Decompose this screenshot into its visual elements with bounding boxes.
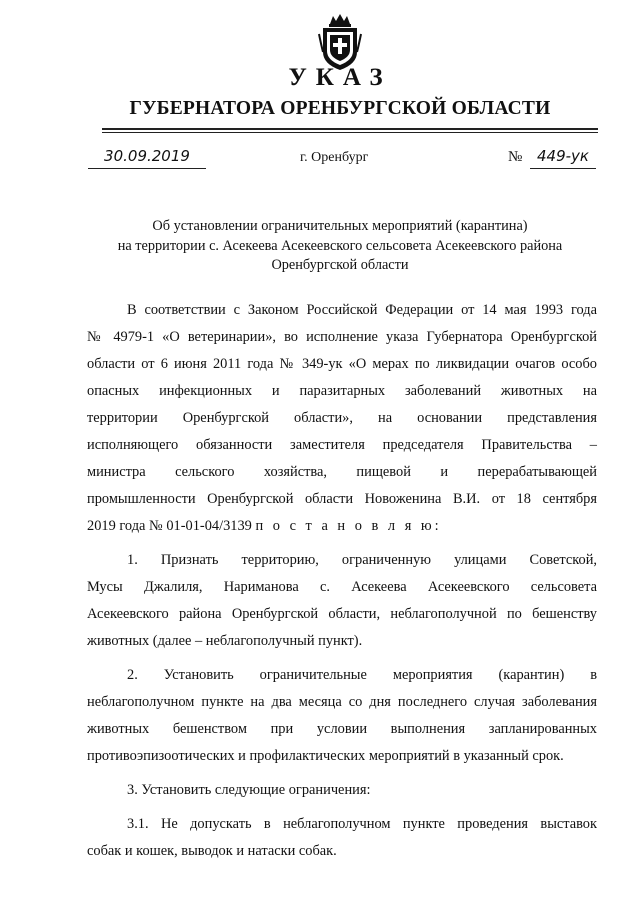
item1-line: животных (далее – неблагополучный пункт).	[87, 633, 363, 649]
decree-heading	[80, 217, 600, 276]
preamble-line: № 4979-1 «О ветеринарии», во исполнение указа Губернатора Оренбургской	[87, 329, 597, 345]
header-rule-thin	[102, 132, 598, 133]
preamble-line: министра сельского хозяйства, пищевой и перерабатывающей	[87, 464, 597, 480]
item2-line: неблагополучном пункте на два месяца со дня последнего случая заболевания	[87, 694, 597, 710]
heading-line: Оренбургской области	[271, 257, 409, 273]
number-label: №	[508, 149, 523, 165]
decree-date: 30.09.2019	[88, 146, 206, 169]
heading-line: на территории с. Асекеева Асекеевского сельсовета Асекеевского района	[117, 237, 563, 254]
item2-line: 2. Установить ограничительные мероприятия (карантин) в	[127, 667, 597, 683]
preamble-line: промышленности Оренбургской области Новоженина В.И. от 18 сентября	[87, 491, 597, 507]
item31-line: 3.1. Не допускать в неблагополучном пункте проведения выставок	[127, 816, 597, 832]
preamble-last-line	[87, 513, 597, 540]
item1-line: 1. Признать территорию, ограниченную улицами Советской,	[127, 552, 597, 568]
header-rule-thick	[102, 128, 598, 130]
item1-line: Мусы Джалиля, Нариманова с. Асекеева Асекеевского сельсовета	[87, 579, 597, 595]
document-subtitle: ГУБЕРНАТОРА ОРЕНБУРГСКОЙ ОБЛАСТИ	[129, 98, 551, 119]
preamble-line: исполняющего обязанности заместителя председателя Правительства –	[87, 437, 597, 453]
item31-line: собак и кошек, выводок и натаски собак.	[87, 843, 337, 859]
item1-line: Асекеевского района Оренбургской области, неблагополучной по бешенству	[87, 606, 597, 622]
decree-number: 449-ук	[530, 146, 596, 169]
preamble-line: опасных инфекционных и паразитарных заболеваний животных на	[87, 383, 597, 399]
heading-line: Об установлении ограничительных мероприятий (карантина)	[152, 218, 528, 234]
preamble-line: 2019 года № 01-01-04/3139	[87, 518, 252, 534]
decree-city: г. Оренбург	[300, 150, 369, 165]
document-title: УКАЗ	[288, 64, 392, 91]
decree-body	[87, 297, 597, 865]
item3-line: 3. Установить следующие ограничения:	[127, 782, 371, 798]
preamble-line: территории Оренбургской области», на основании представления	[87, 410, 597, 426]
item2-line: животных бешенством при условии выполнения запланированных	[87, 721, 597, 737]
preamble-line: В соответствии с Законом Российской Федерации от 14 мая 1993 года	[127, 302, 597, 318]
preamble-line: области от 6 июня 2011 года № 349-ук «О мерах по ликвидации очагов особо	[87, 356, 597, 372]
item2-line: противоэпизоотических и профилактических мероприятий в указанный срок.	[87, 748, 564, 764]
decree-word: п о с т а н о в л я ю:	[255, 518, 442, 534]
